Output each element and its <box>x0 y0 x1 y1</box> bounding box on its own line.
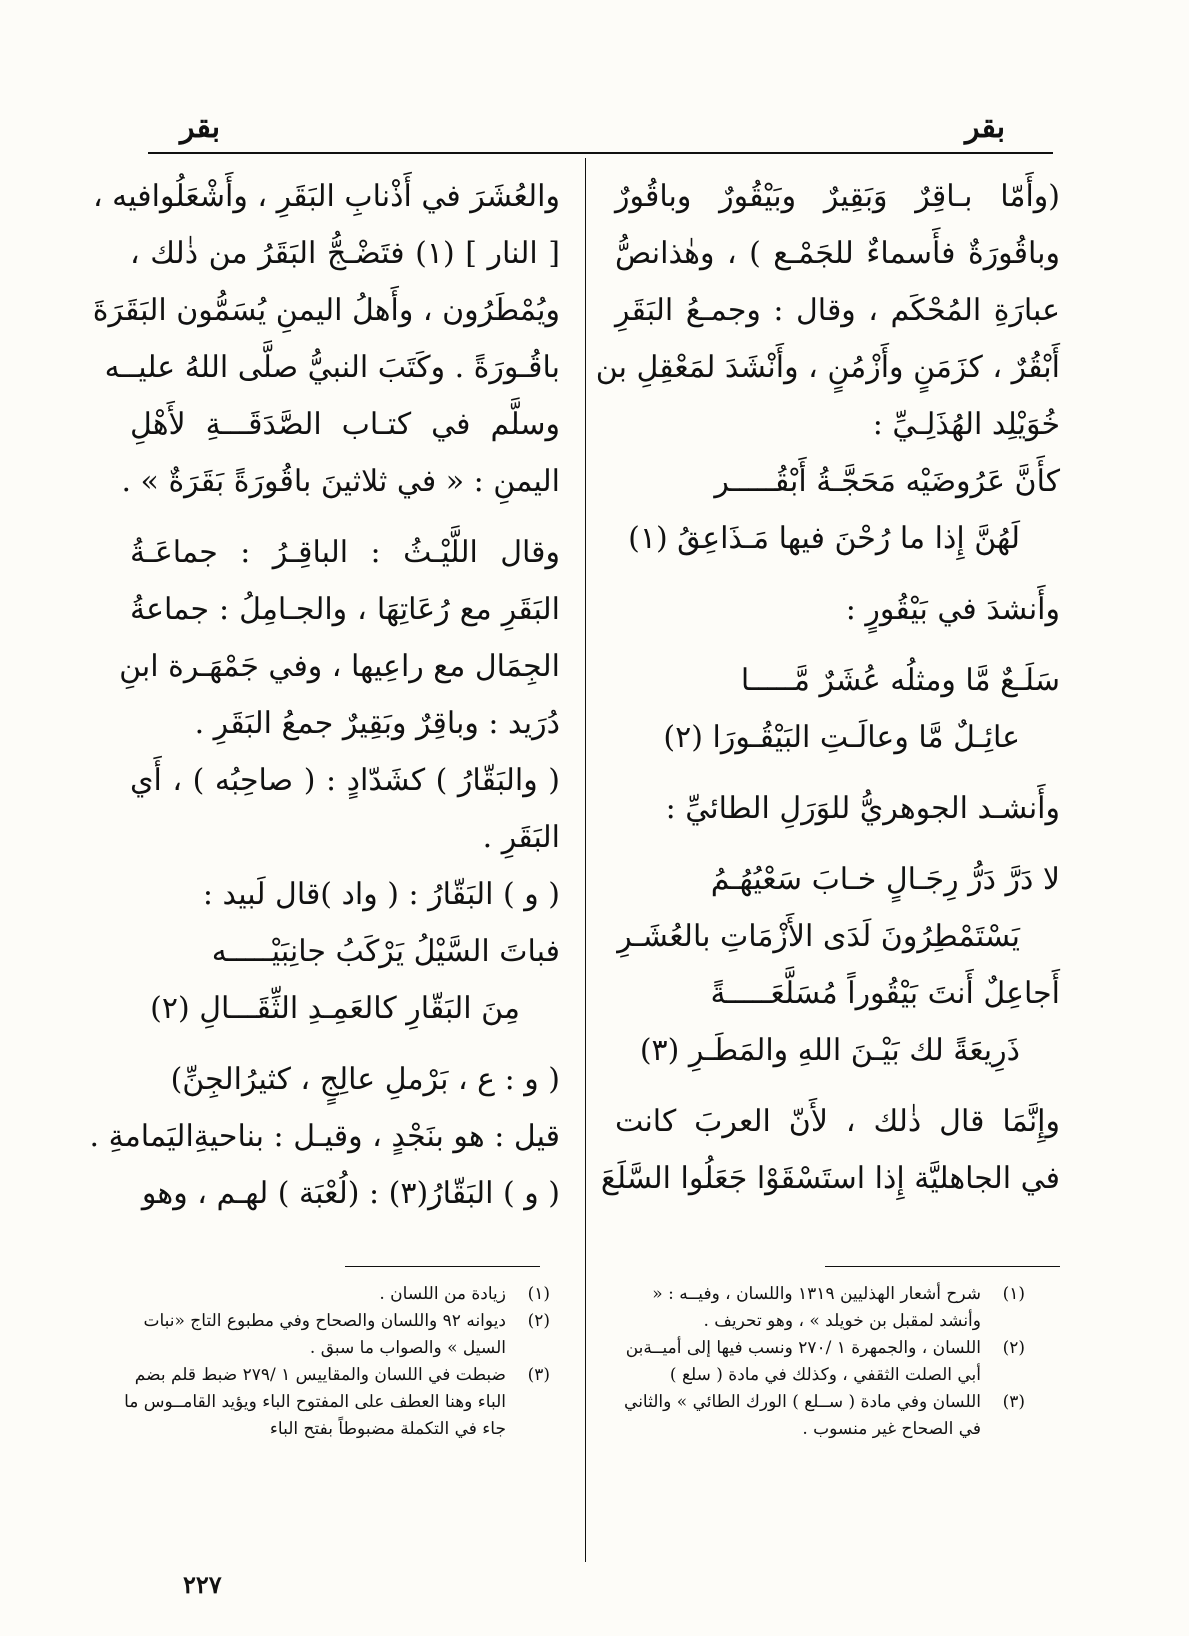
verse-line: سَلَـعٌ مَّا ومثلُه عُشَرٌ مَّـــــا <box>740 663 1060 698</box>
text-line: [ النار ] (١) فتَضْـجُّ البَقَرُ من ذٰلك ، <box>130 236 560 271</box>
text-line: وسلَّم في كتـاب الصَّدَقَـــةِ لأَهْلِ <box>130 407 560 442</box>
verse-line: كأَنَّ عَرُوضَيْه مَحَجَّـةُ أَبْقُـــــر <box>714 464 1060 499</box>
text-line: في الجاهليَّة إِذا استَسْقَوْا جَعَلُوا السَّلَعَ <box>600 1161 1060 1196</box>
footnote-text: ضبطت في اللسان والمقاييس ١ /٢٧٩ ضبط قلم بضم الباء وهنا العطف على المفتوح الباء ويؤيد القامــوس ما جاء في التكملة مضبوطاً بفتح الباء <box>124 1365 506 1439</box>
footnote-divider <box>825 1266 1060 1267</box>
verse-line: مِنَ البَقّارِ كالعَمِـدِ الثِّقَـــالِ (٢) <box>150 991 520 1026</box>
verse-line: لَهُنَّ إِذا ما رُحْنَ فيها مَـذَاعِقُ (١) <box>628 521 1020 556</box>
header-divider <box>148 152 1053 154</box>
text-line: البَقَرِ مع رُعَاتِهَا ، والجـامِلُ : جماعةُ <box>130 592 560 627</box>
text-line: والعُشَرَ في أَذْنابِ البَقَرِ ، وأَشْعَلُوافيه ، <box>92 179 560 214</box>
left-footnotes <box>118 1281 550 1443</box>
footnote-number: (١) <box>1002 1284 1025 1304</box>
verse-line: يَسْتَمْطِرُونَ لَدَى الأَزْمَاتِ بالعُشَـرِ <box>617 919 1020 954</box>
footnote-text: شرح أشعار الهذليين ١٣١٩ واللسان ، وفيــه : « وأنشد لمقبل بن خويلد » ، وهو تحريف . <box>652 1284 981 1331</box>
footnote-text: اللسان وفي مادة ( ســلع ) الورك الطائي » والثاني في الصحاح غير منسوب . <box>624 1392 981 1439</box>
verse-line: فباتَ السَّيْلُ يَرْكَبُ جانِبَيْـــــه <box>211 934 560 969</box>
text-line: عبارَةِ المُحْكَم ، وقال : وجمـعُ البَقَرِ <box>615 293 1060 328</box>
footnote-text: ديوانه ٩٢ واللسان والصحاح وفي مطبوع التاج «نبات السيل » والصواب ما سبق . <box>143 1311 506 1358</box>
verse-line: لا دَرَّ دَرُّ رِجَـالٍ خـابَ سَعْيُهُـمُ <box>710 862 1060 897</box>
text-line: ( والبَقّارُ ) كشَدّادٍ : ( صاحِبُه ) ، أَي <box>130 763 560 798</box>
text-line: وأَنشـد الجوهريُّ للوَرَلِ الطائيِّ : <box>665 791 1060 826</box>
footnote <box>610 1389 1025 1443</box>
footnote-text: اللسان ، والجمهرة ١ /٢٧٠ ونسب فيها إلى أميــةبن أبي الصلت الثقفي ، وكذلك في مادة ( سلع ) <box>625 1338 981 1385</box>
footnote-text: زيادة من اللسان . <box>379 1284 506 1304</box>
footnote-number: (٢) <box>1002 1338 1025 1358</box>
text-line: وإِنَّمَا قال ذٰلك ، لأَنّ العربَ كانت <box>615 1104 1060 1139</box>
right-column <box>595 168 1060 1207</box>
footnote-number: (١) <box>527 1284 550 1304</box>
right-footnotes <box>610 1281 1025 1443</box>
footnote-number: (٣) <box>527 1365 550 1385</box>
left-column <box>89 168 560 1222</box>
text-line: ويُمْطَرُون ، وأَهلُ اليمنِ يُسَمُّون البَقَرَةَ <box>92 293 560 328</box>
text-line: باقُـورَةً . وكَتَبَ النبيُّ صلَّى اللهُ عليــه <box>104 350 560 385</box>
text-line: وأَنشدَ في بَيْقُورٍ : <box>845 592 1060 627</box>
footnote-divider <box>345 1266 540 1267</box>
text-line: (وأَمّا بـاقِرٌ وَبَقِيرٌ وبَيْقُورٌ وباقُورٌ <box>615 179 1060 214</box>
footnote <box>118 1281 550 1308</box>
text-line: أَبْقُرٌ ، كزَمَنٍ وأَزْمُنٍ ، وأَنْشَدَ لمَعْقِلِ بن <box>595 350 1060 385</box>
footnote-number: (٢) <box>527 1311 550 1331</box>
text-line: قيل : هو بنَجْدٍ ، وقيـل : بناحيةِاليَمامةِ . <box>89 1119 560 1154</box>
text-line: ( و ) البَقّارُ(٣) : (لُعْبَة ) لهـم ، وهو <box>141 1176 560 1211</box>
text-line: وقال اللَّيْـثُ : الباقِـرُ : جماعَـةُ <box>130 535 560 570</box>
header-right-word: بقر <box>965 110 1006 145</box>
header-left-word: بقر <box>180 110 221 145</box>
text-line: وباقُورَةٌ فأَسماءٌ للجَمْـع ) ، وهٰذانصُّ <box>615 236 1060 271</box>
text-line: اليمنِ : « في ثلاثينَ باقُورَةً بَقَرَةٌ » . <box>121 464 560 499</box>
footnote <box>610 1281 1025 1335</box>
page-number: ٢٢٧ <box>183 1570 222 1599</box>
text-line: دُرَيد : وباقِرٌ وبَقِيرٌ جمعُ البَقَرِ . <box>194 706 560 741</box>
footnote <box>610 1335 1025 1389</box>
text-line: البَقَرِ . <box>482 820 560 855</box>
text-line: خُوَيْلِد الهُذَلِـيِّ : <box>872 407 1060 442</box>
footnote <box>118 1308 550 1362</box>
text-line: الجِمَال مع راعِيها ، وفي جَمْهَـرة ابنِ <box>119 649 560 684</box>
text-line: ( و ) البَقّارُ : ( واد )قال لَبيد : <box>202 877 560 912</box>
verse-line: ذَرِيعَةً لك بَيْـنَ اللهِ والمَطَـرِ (٣) <box>639 1033 1020 1068</box>
footnote <box>118 1362 550 1443</box>
verse-line: أَجاعِلٌ أَنتَ بَيْقُوراً مُسَلَّعَـــــةً <box>710 976 1060 1011</box>
verse-line: عائِـلٌ مَّا وعالَـتِ البَيْقُـورَا (٢) <box>663 720 1020 755</box>
column-divider <box>585 158 586 1562</box>
text-line: ( و : ع ، بَرْملِ عالِجٍ ، كثيرُالجِنِّ) <box>170 1062 560 1097</box>
footnote-number: (٣) <box>1002 1392 1025 1412</box>
